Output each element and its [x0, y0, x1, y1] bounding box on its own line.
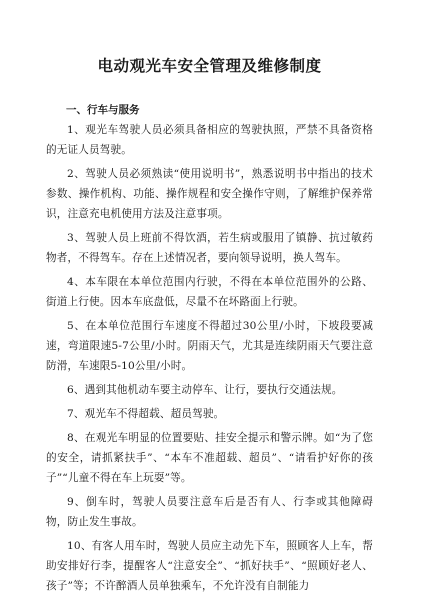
paragraph-7: 7、观光车不得超载、超员驾驶。 — [67, 408, 225, 420]
document-title: 电动观光车安全管理及维修制度 — [97, 56, 322, 75]
section-driving-and-service — [46, 100, 373, 596]
paragraph-9: 9、倒车时，驾驶人员要注意车后是否有人、行李或其他障碍物，防止发生事故。 — [46, 496, 373, 528]
paragraph-5: 5、在本单位范围行车速度不得超过30公里/小时，下坡段要减速，弯道限速5-7公里/小时。阴雨天气，尤其是连续阴雨天气要注意防滑，车速限5-10公里/小时。 — [46, 320, 373, 372]
paragraph-8: 8、在观光车明显的位置要贴、挂安全提示和警示牌。如“为了您的安全，请抓紧扶手”、“本车不准超载、超员”、“请看护好你的孩子”“儿童不得在车上玩耍”等。 — [46, 432, 373, 484]
paragraph-10: 10、有客人用车时，驾驶人员应主动先下车，照顾客人上车，帮助安排好行李，提醒客人“注意安全”、“抓好扶手”、“照顾好老人、孩子”等；不许醉酒人员单独乘车，不允许没有自制能力 — [46, 540, 373, 592]
paragraph-4: 4、本车限在本单位范围内行驶，不得在本单位范围外的公路、街道上行使。因本车底盘低，尽量不在坏路面上行驶。 — [46, 276, 373, 308]
paragraph-6: 6、遇到其他机动车要主动停车、让行，要执行交通法规。 — [67, 384, 343, 396]
section-heading: 一、行车与服务 — [66, 104, 140, 116]
paragraph-1: 1、观光车驾驶人员必须具备相应的驾驶执照，严禁不具备资格的无证人员驾驶。 — [46, 124, 373, 156]
paragraph-3: 3、驾驶人员上班前不得饮酒，若生病或服用了镇静、抗过敏药物者，不得驾车。存在上述情况者，要向领导说明，换人驾车。 — [46, 232, 373, 264]
paragraph-2: 2、驾驶人员必须熟读“使用说明书”，熟悉说明书中指出的技术参数、操作机构、功能、操作规程和安全操作守则，了解维护保养常识，注意充电机使用方法及注意事项。 — [46, 168, 373, 220]
